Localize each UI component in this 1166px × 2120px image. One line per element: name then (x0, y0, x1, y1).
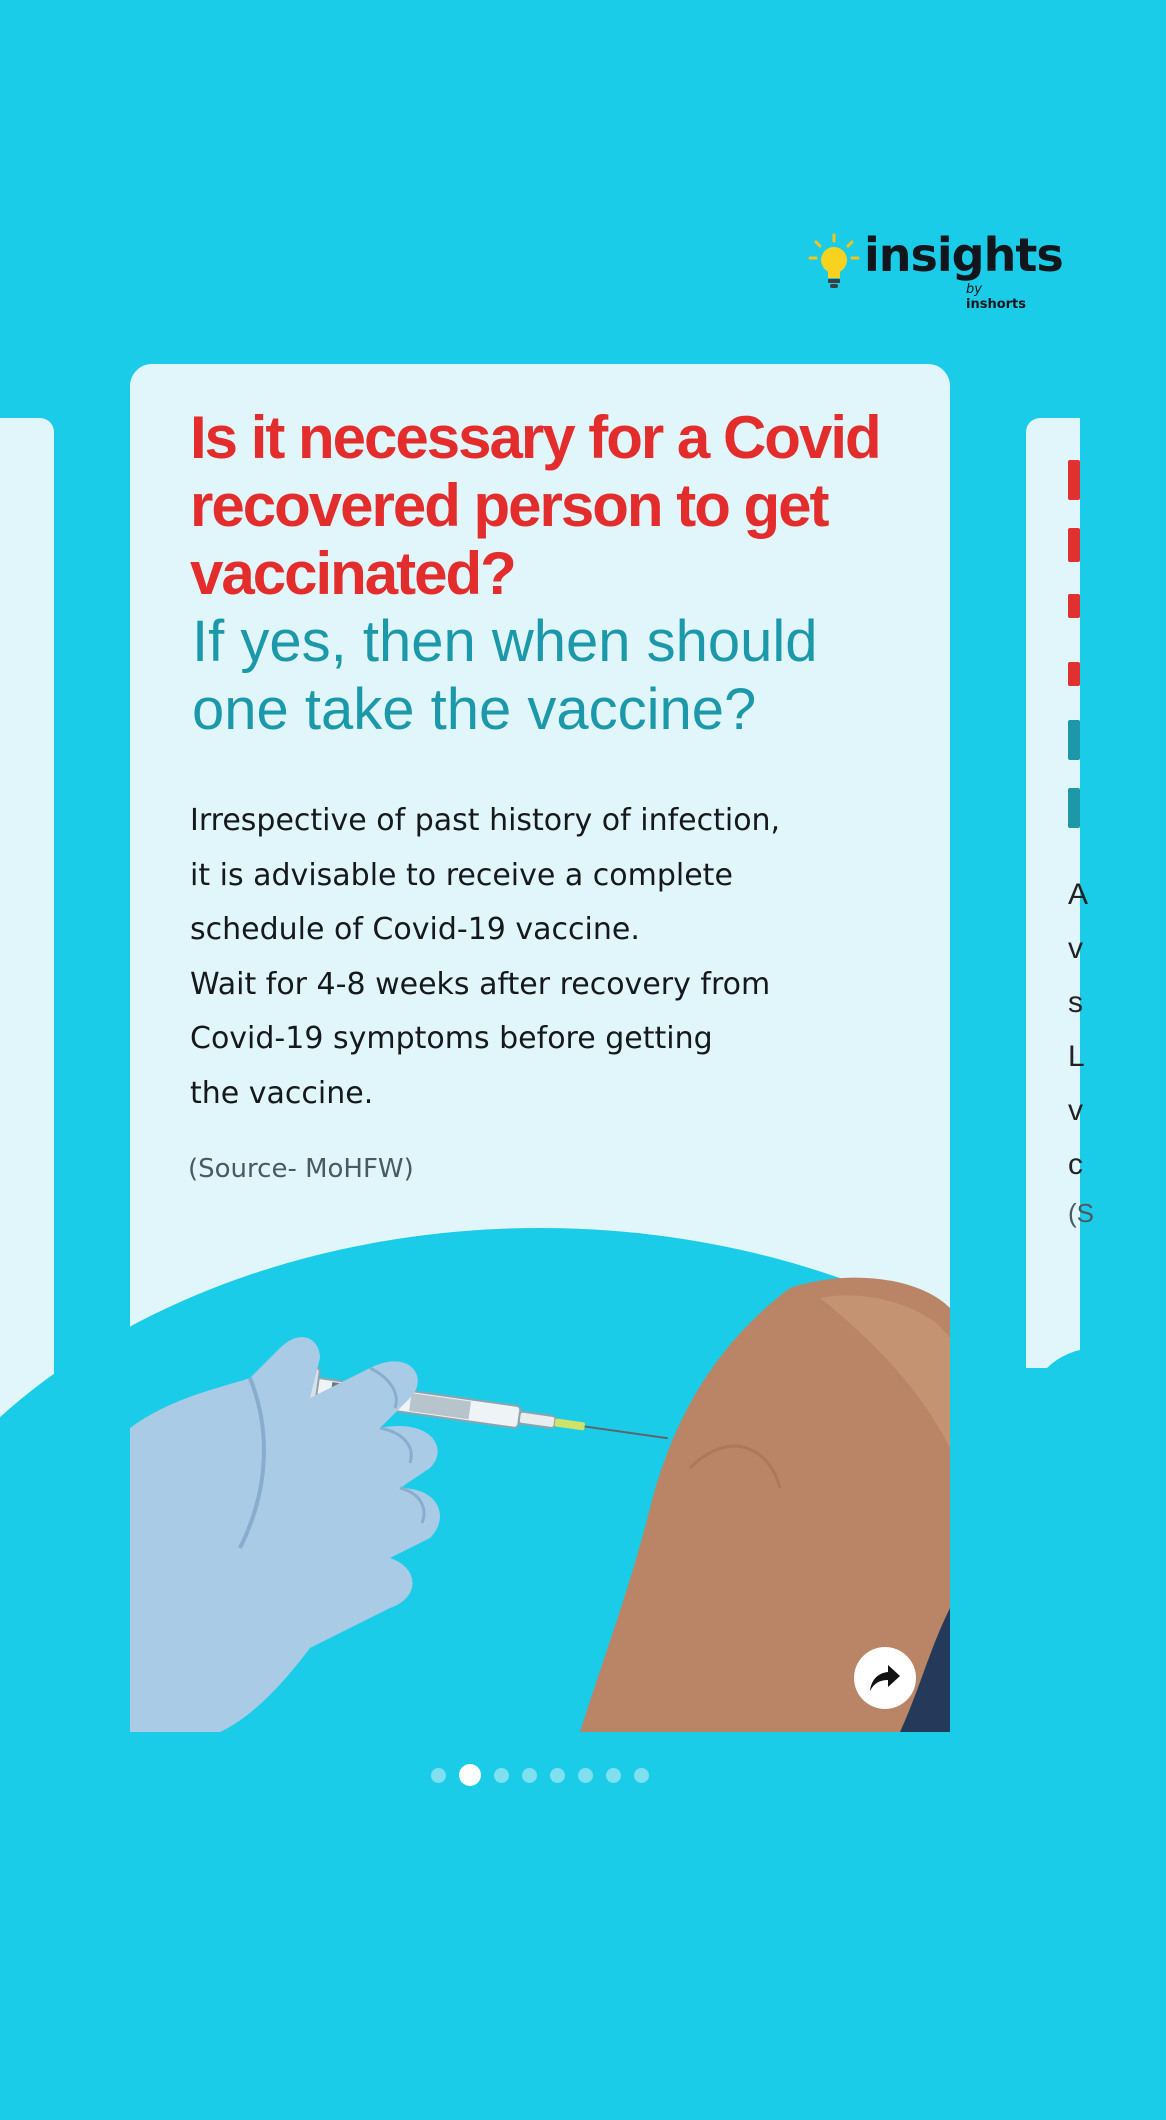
pagination-dots (0, 1763, 1080, 1787)
next-card-subhead-fragment (1068, 788, 1080, 828)
card-body-line: Covid-19 symptoms before getting (190, 1021, 713, 1056)
next-card-text-fragment: v (1068, 1094, 1083, 1127)
card-body (190, 794, 910, 1121)
card-subheadline: If yes, then when should one take the vaccine? (192, 609, 818, 742)
card-body-line: Irrespective of past history of infection, (190, 803, 781, 838)
card-headline: Is it necessary for a Covid recovered person to get vaccinated? (190, 404, 880, 607)
pagination-dot[interactable] (606, 1768, 621, 1783)
pagination-dot[interactable] (522, 1768, 537, 1783)
next-card-text-fragment: (S (1068, 1198, 1094, 1228)
next-card-text-fragment: s (1068, 986, 1083, 1019)
next-card-text-fragment: c (1068, 1148, 1083, 1181)
card-body-line: the vaccine. (190, 1075, 374, 1111)
logo-by-prefix: by (966, 282, 982, 297)
logo-brand-text: insights (864, 228, 1063, 282)
next-card-text-fragment: L (1068, 1040, 1085, 1073)
pagination-dot[interactable] (494, 1768, 509, 1783)
vaccination-illustration (130, 1228, 950, 1732)
lightbulb-icon (810, 234, 858, 290)
next-card-text-fragment: v (1068, 932, 1083, 965)
next-card-peek[interactable] (1026, 418, 1094, 1368)
logo-byline (966, 282, 1040, 312)
card-body-line: schedule of Covid-19 vaccine. (190, 912, 640, 947)
pagination-dot[interactable] (431, 1768, 446, 1783)
next-card-text-fragment: A (1068, 878, 1089, 911)
pagination-dot[interactable] (578, 1768, 593, 1783)
story-card[interactable] (130, 364, 950, 1732)
card-source: (Source- MoHFW) (188, 1154, 414, 1184)
pagination-dot[interactable] (550, 1768, 565, 1783)
pagination-dot[interactable] (634, 1768, 649, 1783)
next-card-headline-fragment (1068, 460, 1080, 500)
logo-by-name: inshorts (966, 297, 1026, 312)
next-card-headline-fragment (1068, 594, 1080, 618)
insights-logo (810, 228, 1063, 312)
share-arrow-icon (868, 1663, 902, 1693)
card-body-line: it is advisable to receive a complete (190, 857, 733, 893)
next-card-headline-fragment (1068, 528, 1080, 562)
card-body-line: Wait for 4-8 weeks after recovery from (190, 966, 771, 1002)
pagination-dot-active[interactable] (459, 1764, 481, 1786)
next-card-subhead-fragment (1068, 720, 1080, 760)
next-card-headline-fragment (1068, 662, 1080, 686)
share-button[interactable] (854, 1647, 916, 1709)
